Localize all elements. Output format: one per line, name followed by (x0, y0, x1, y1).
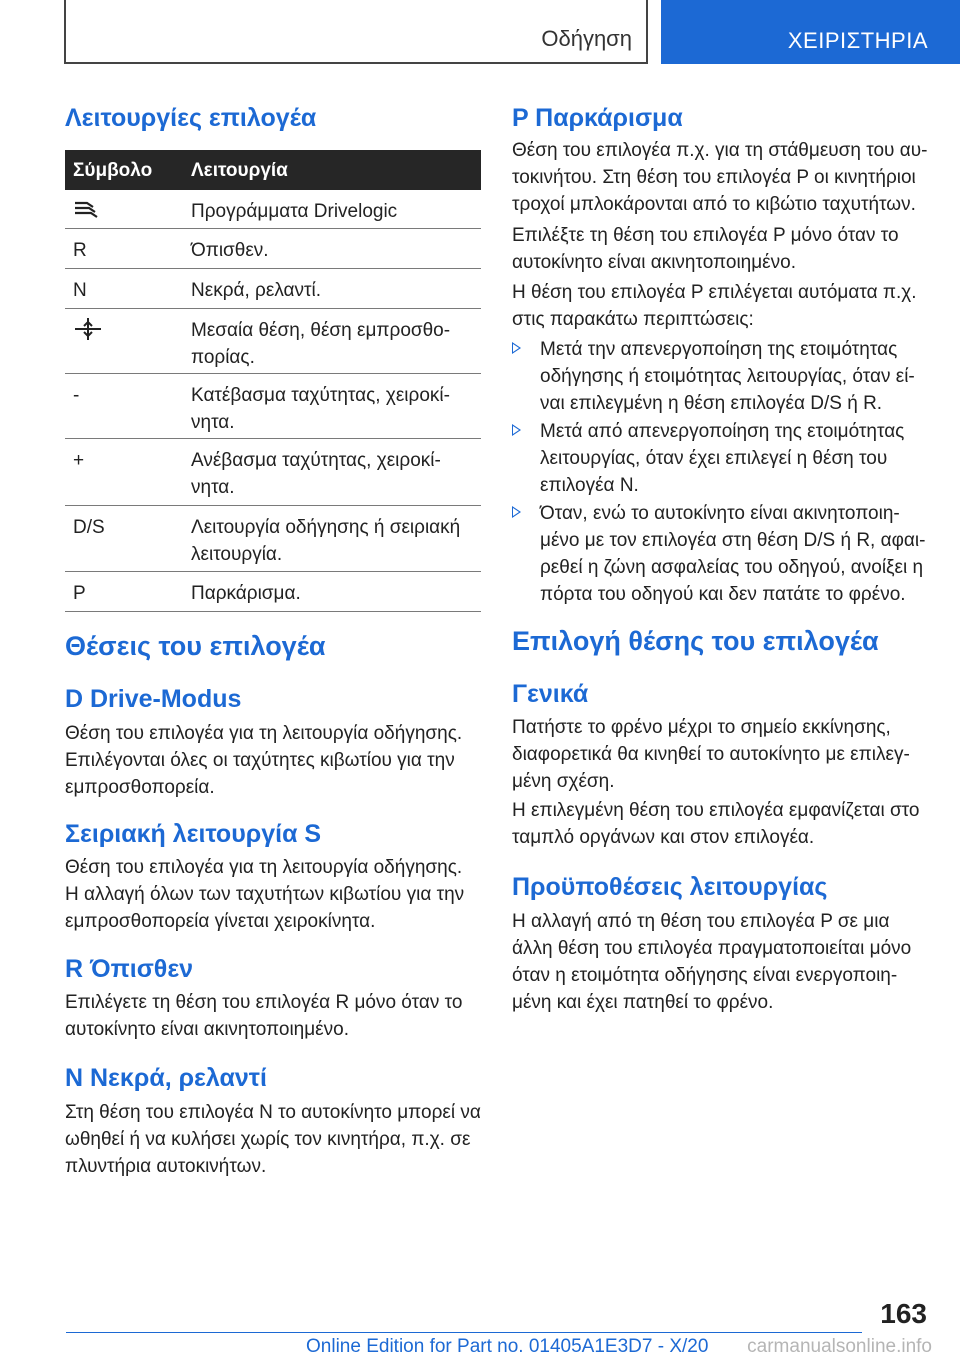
general-text-1: Πατήστε το φρένο μέχρι το σημείο εκκίνησης, διαφορετικά θα κινηθεί το αυτοκίνητο με επιλεγ- μένη σχέση. (512, 717, 910, 792)
footer-divider (66, 1332, 862, 1333)
select-position-title: Επιλογή θέσης του επιλογέα (512, 626, 879, 656)
table-cell-symbol: P (73, 583, 86, 604)
positions-title: Θέσεις του επιλογέα (65, 631, 326, 661)
r-text: Επιλέγετε τη θέση του επιλογέα R μόνο όταν το αυτοκίνητο είναι ακινητοποιημένο. (65, 992, 463, 1040)
p-title: P Παρκάρισμα (512, 104, 683, 132)
p-text-3: Η θέση του επιλογέα P επιλέγεται αυτόματα π.χ. στις παρακάτω περιπτώσεις: (512, 282, 917, 330)
table-row (65, 229, 481, 269)
header-section-box (661, 0, 960, 64)
table-row (65, 506, 481, 572)
general-text-2: Η επιλεγμένη θέση του επιλογέα εμφανίζεται στο ταμπλό οργάνων και στον επιλογέα. (512, 800, 920, 848)
triangle-bullet-icon (512, 342, 521, 354)
s-text: Θέση του επιλογέα για τη λειτουργία οδήγησης. Η αλλαγή όλων των ταχυτήτων κιβωτίου για την εμπροσθοπορεία γίνεται χειροκίνητα. (65, 857, 465, 932)
r-title: R Όπισθεν (65, 955, 194, 983)
list-item (512, 500, 928, 610)
table-cell-function: Κατέβασμα ταχύτητας, χειροκί- νητα. (191, 385, 450, 433)
table-cell-function: Μεσαία θέση, θέση εμπροσθο- πορίας. (191, 320, 451, 368)
table-cell-function: Προγράμματα Drivelogic (191, 201, 398, 222)
table-row (65, 374, 481, 439)
general-title: Γενικά (512, 680, 589, 708)
table-cell-function: Ανέβασμα ταχύτητας, χειροκί- νητα. (191, 450, 441, 498)
table-row (65, 439, 481, 506)
table-cell-symbol: + (73, 450, 85, 471)
list-item (512, 418, 928, 502)
s-title: Σειριακή λειτουργία S (65, 820, 322, 848)
table-cell-symbol: - (73, 385, 80, 406)
prerequisites-title: Προϋποθέσεις λειτουργίας (512, 873, 828, 901)
header-chapter-box (64, 0, 648, 64)
n-text: Στη θέση του επιλογέα N το αυτοκίνητο μπορεί να ωθηθεί ή να κυλήσει χωρίς τον κινητήρα, π.χ. σε πλυντήρια αυτοκινήτων. (65, 1102, 481, 1177)
table-cell-function: Λειτουργία οδήγησης ή σειριακή λειτουργία. (191, 517, 461, 565)
table-cell-function: Νεκρά, ρελαντί. (191, 280, 322, 301)
center-position-icon (73, 317, 103, 349)
watermark: carmanualsonline.info (747, 1336, 932, 1357)
p-text-1: Θέση του επιλογέα π.χ. για τη στάθμευση του αυ- τοκινήτου. Στη θέση του επιλογέα P οι κινητήριοι τροχοί μπλοκάρονται από το κιβώτιο ταχυτήτων. (512, 140, 928, 215)
list-item-text: Μετά από απενεργοποίηση της ετοιμότητας λειτουργίας, όταν έχει επιλεγεί η θέση του επιλογέα N. (540, 421, 905, 496)
p-text-2: Επιλέξτε τη θέση του επιλογέα P μόνο όταν το αυτοκίνητο είναι ακινητοποιημένο. (512, 225, 899, 273)
prerequisites-text: Η αλλαγή από τη θέση του επιλογέα P σε μια άλλη θέση του επιλογέα πραγματοποιείται μόνο όταν η ετοιμότητα οδήγησης είναι ενεργοποιη- μένη και έχει πατηθεί το φρένο. (512, 911, 912, 1013)
table-row (65, 572, 481, 612)
header-chapter: Οδήγηση (541, 26, 632, 51)
table-header-symbol: Σύμβολο (73, 160, 153, 181)
list-item-text: Μετά την απενεργοποίηση της ετοιμότητας οδήγησης ή ετοιμότητας λειτουργίας, όταν εί- ναι επιλεγμένη η θέση επιλογέα D/S ή R. (540, 339, 915, 414)
d-text: Θέση του επιλογέα για τη λειτουργία οδήγησης. Επιλέγονται όλες οι ταχύτητες κιβωτίου για την εμπροσθοπορεία. (65, 723, 463, 798)
table-cell-symbol: D/S (73, 517, 105, 538)
selector-functions-table (65, 150, 481, 612)
table-cell-function: Παρκάρισμα. (191, 583, 301, 604)
table-row (65, 309, 481, 374)
triangle-bullet-icon (512, 506, 521, 518)
table-cell-symbol: N (73, 280, 87, 301)
selector-functions-title: Λειτουργίες επιλογέα (65, 104, 317, 132)
table-header (65, 150, 481, 190)
table-row (65, 190, 481, 229)
table-header-function: Λειτουργία (191, 160, 288, 181)
table-cell-function: Όπισθεν. (191, 240, 269, 261)
list-item (512, 336, 928, 420)
d-title: D Drive-Modus (65, 685, 242, 713)
n-title: N Νεκρά, ρελαντί (65, 1064, 267, 1092)
footer-edition: Online Edition for Part no. 01405A1E3D7 - X/20 (306, 1336, 709, 1357)
header-section: ΧΕΙΡΙΣΤΗΡΙΑ (787, 28, 928, 53)
table-cell-symbol: R (73, 240, 87, 261)
drivelogic-icon (73, 198, 99, 228)
list-item-text: Όταν, ενώ το αυτοκίνητο είναι ακινητοποιη- μένο με τον επιλογέα στη θέση D/S ή R, αφαι- ρεθεί η ζώνη ασφαλείας του οδηγού, ανοίξει η πόρτα του οδηγού και δεν πατάτε το φρένο. (540, 503, 926, 605)
page-number: 163 (880, 1298, 927, 1329)
table-row (65, 269, 481, 309)
triangle-bullet-icon (512, 424, 521, 436)
